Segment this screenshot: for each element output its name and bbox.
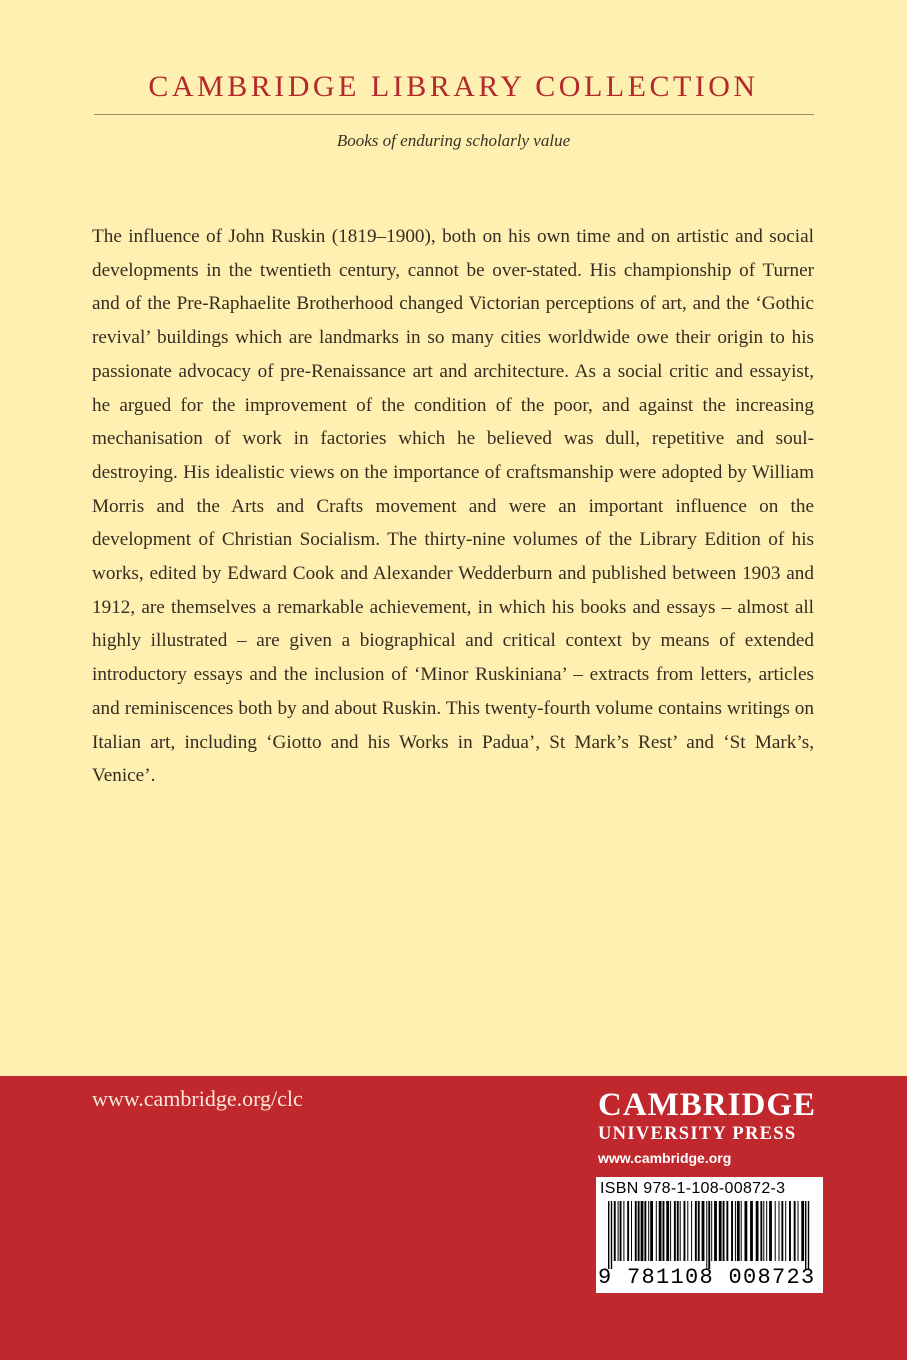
barcode-bar [719,1201,722,1261]
barcode-bar [779,1201,780,1261]
barcode-bar [785,1201,786,1261]
barcode-bar [650,1201,653,1261]
barcode-bar [735,1201,736,1261]
book-description: The influence of John Ruskin (1819–1900), both on his own time and on artistic and social developments in the twentieth century, cannot be over-stated. His championship of Turner and of the Pre-Raphaelite Brotherhood changed Victorian perceptions of art, and the ‘Gothic revival’ buildings which are landmarks in so many cities worldwide owe their origin to his passionate advocacy of pre-Renaissance art and architecture. As a social critic and essayist, he argued for the improvement of the condition of the poor, and against the increasing mechanisation of work in factories which he believed was dull, repetitive and soul-destroying. His idealistic views on the importance of craftsmanship were adopted by William Morris and the Arts and Crafts movement and were an important influence on the development of Christian Socialism. The thirty-nine volumes of the Library Edition of his works, edited by Edward Cook and Alexander Wedderburn and published between 1903 and 1912, are themselves a remarkable achievement, in which his books and essays – almost all highly illustrated – are given a biographical and critical context by means of extended introductory essays and the inclusion of ‘Minor Ruskiniana’ – extracts from letters, articles and reminiscences both by and about Ruskin. This twenty-fourth volume contains writings on Italian art, including ‘Giotto and his Works in Padua’, St Mark’s Rest’ and ‘St Mark’s, Venice’. [92,226,814,787]
barcode-bar [789,1201,791,1261]
barcode-bar [702,1201,705,1261]
publisher-logo-name: CAMBRIDGE [598,1087,817,1123]
barcode-bar [620,1201,622,1261]
barcode-bar [680,1201,681,1261]
barcode-bar [608,1201,609,1269]
barcode-bar [737,1201,740,1261]
barcode-bar [635,1201,637,1261]
barcode-bar [674,1201,676,1261]
barcode-bar [741,1201,742,1261]
barcode-bar [745,1201,748,1261]
barcode-panel [596,1177,823,1293]
barcode-bar [691,1201,692,1261]
barcode-bar [644,1201,646,1261]
barcode-bar [684,1201,686,1261]
barcode-bar [756,1201,759,1261]
barcode-bar [798,1201,799,1261]
barcode-bar [687,1201,688,1261]
barcode-digits: 9 781108 008723 [598,1265,816,1290]
isbn-label: ISBN 978-1-108-00872-3 [600,1180,786,1197]
barcode-bar [769,1201,772,1261]
barcode-bar [781,1201,783,1261]
header-divider [94,114,814,115]
barcode-bar [663,1201,665,1261]
barcode-bar [731,1201,733,1261]
barcode-bar [708,1201,710,1269]
barcode-bar [750,1201,753,1261]
barcode-bar [641,1201,644,1261]
barcode-bar [666,1201,669,1261]
barcode-bar [677,1201,679,1261]
barcode-bar [618,1201,619,1261]
barcode-bar [808,1201,809,1269]
barcode-bar [698,1201,700,1261]
barcode-bar [638,1201,640,1261]
barcode-bar [611,1201,612,1269]
series-tagline: Books of enduring scholarly value [336,131,571,150]
barcode-bar [763,1201,764,1261]
barcode-bar [659,1201,662,1261]
barcode-bar [726,1201,728,1261]
barcode-bar [801,1201,804,1261]
barcode-bar [794,1201,796,1261]
barcode-bar [614,1201,616,1261]
barcode-bar [766,1201,767,1261]
barcode-bar [714,1201,717,1261]
publisher-logo-subtitle: UNIVERSITY PRESS [598,1124,797,1144]
publisher-url-link[interactable]: www.cambridge.org [598,1150,732,1166]
barcode-bar [775,1201,776,1261]
barcode-bar [656,1201,657,1261]
barcode-bar [670,1201,671,1261]
barcode-bar [695,1201,697,1261]
series-title: CAMBRIDGE LIBRARY COLLECTION [148,70,759,103]
barcode-bar [760,1201,762,1261]
barcode-bar [631,1201,632,1261]
barcode-bar [627,1201,629,1261]
barcode-bar [706,1201,707,1269]
barcode-bar [805,1201,806,1269]
barcode-bar [623,1201,624,1261]
barcode-bar [723,1201,725,1261]
series-url-link[interactable]: www.cambridge.org/clc [92,1086,303,1111]
barcode-bar [648,1201,649,1261]
barcode-icon [600,1201,819,1269]
barcode-bar [711,1201,712,1261]
